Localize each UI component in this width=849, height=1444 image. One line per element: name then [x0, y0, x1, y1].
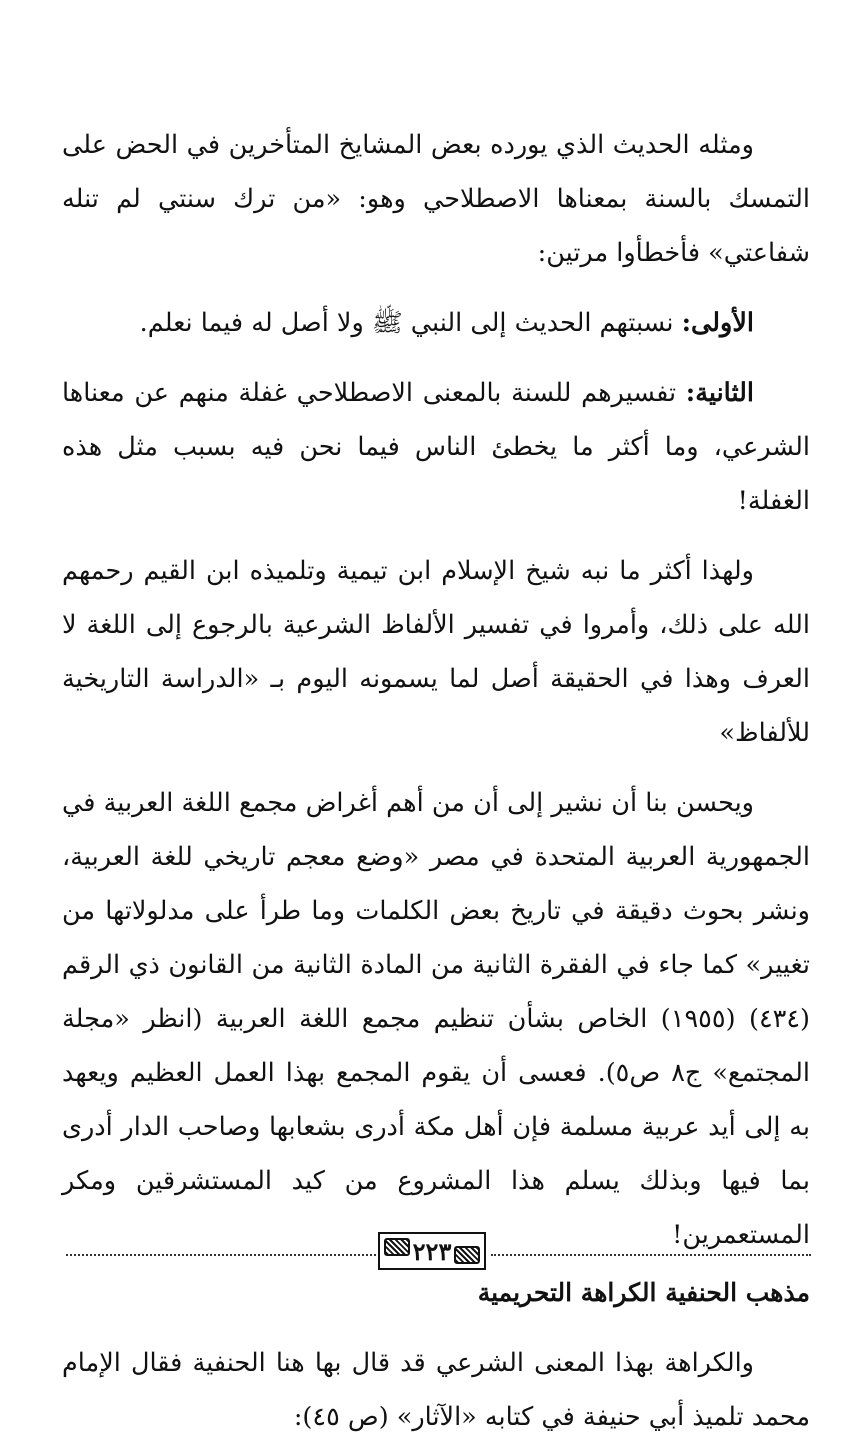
paragraph-hadith-intro: ومثله الحديث الذي يورده بعض المشايخ المتأخرين في الحض على التمسك بالسنة بمعناها الاصطلاحي وهو: «من ترك سنتي لم تنله شفاعتي» فأخطأوا مرتين:: [62, 130, 810, 268]
ornament-icon: [384, 1238, 410, 1256]
paragraph-hanafi: والكراهة بهذا المعنى الشرعي قد قال بها هنا الحنفية فقال الإمام محمد تلميذ أبي حنيفة في كتابه «الآثار» (ص ٤٥):: [62, 1348, 810, 1432]
paragraph-second-error: [62, 366, 810, 528]
ornament-icon: [454, 1246, 480, 1264]
first-error-text: نسبتهم الحديث إلى النبي ﷺ ولا أصل له فيما نعلم.: [139, 308, 682, 338]
second-error-text: تفسيرهم للسنة بالمعنى الاصطلاحي غفلة منهم عن معناها الشرعي، وما أكثر ما يخطئ الناس فيما نحن فيه بسبب مثل هذه الغفلة!: [62, 378, 810, 516]
page-number-frame: [378, 1232, 486, 1270]
first-error-label: الأولى:: [681, 308, 754, 338]
section-heading: مذهب الحنفية الكراهة التحريمية: [477, 1278, 810, 1307]
paragraph-ibn-taymiyya: ولهذا أكثر ما نبه شيخ الإسلام ابن تيمية وتلميذه ابن القيم رحمهم الله على ذلك، وأمروا في تفسير الألفاظ الشرعية بالرجوع إلى اللغة لا العرف وهذا في الحقيقة أصل لما يسمونه اليوم بـ «الدراسة التاريخية للألفاظ»: [62, 556, 810, 748]
second-error-label: الثانية:: [685, 378, 754, 408]
footer-dotted-rule-left: [66, 1254, 376, 1256]
footer-dotted-rule-right: [491, 1254, 811, 1256]
paragraph-arabic-academy: ويحسن بنا أن نشير إلى أن من أهم أغراض مجمع اللغة العربية في الجمهورية العربية المتحدة في مصر «وضع معجم تاريخي للغة العربية، ونشر بحوث دقيقة في تاريخ بعض الكلمات وما طرأ على مدلولاتها من تغيير» كما جاء في الفقرة الثانية من المادة الثانية من القانون ذي الرقم (٤٣٤) (١٩٥٥) الخاص بشأن تنظيم مجمع اللغة العربية (انظر «مجلة المجتمع» ج٨ ص٥). فعسى أن يقوم المجمع بهذا العمل العظيم ويعهد به إلى أيد عربية مسلمة فإن أهل مكة أدرى بشعابها وصاحب الدار أدرى بما فيها وبذلك يسلم هذا المشروع من كيد المستشرقين ومكر المستعمرين!: [62, 788, 810, 1250]
page-number: ٢٢٣: [412, 1236, 452, 1266]
paragraph-first-error: [62, 296, 810, 350]
page-footer: [66, 1232, 811, 1272]
